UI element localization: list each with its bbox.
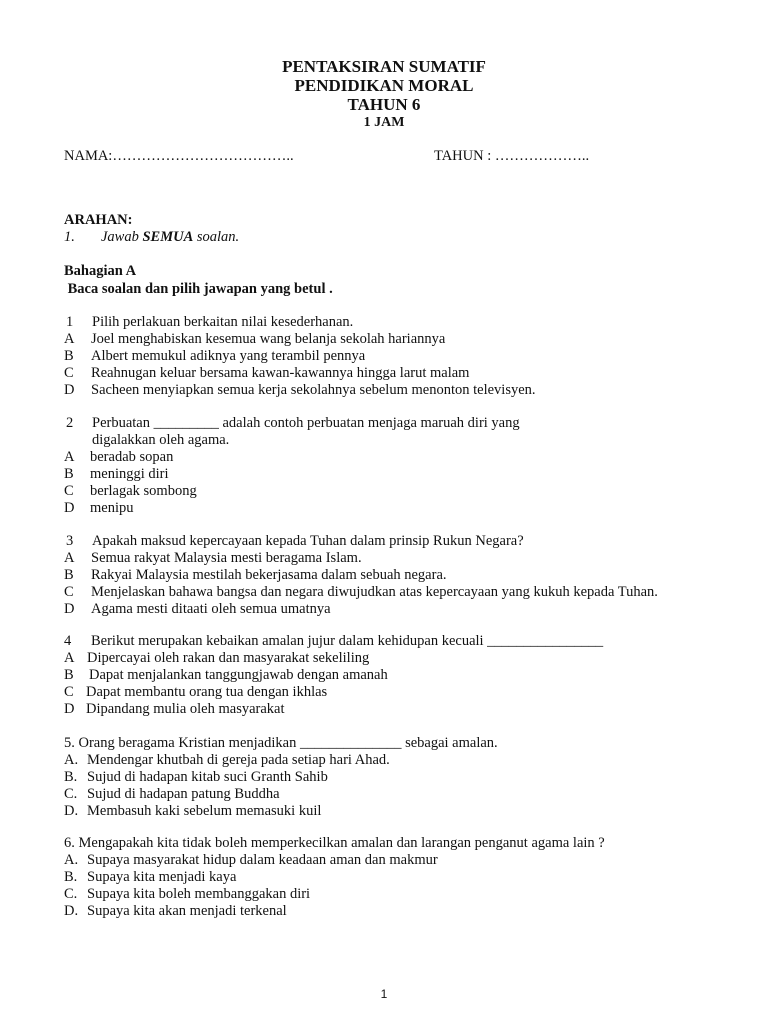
- page-number: 1: [380, 987, 388, 1001]
- question-text: Perbuatan _________ adalah contoh perbuatan menjaga maruah diri yang: [92, 415, 520, 431]
- question-text: 6. Mengapakah kita tidak boleh memperkecilkan amalan dan larangan penganut agama lain ?: [64, 835, 605, 851]
- option-b[interactable]: Sujud di hadapan kitab suci Granth Sahib: [87, 769, 328, 785]
- option-a[interactable]: Dipercayai oleh rakan dan masyarakat sekeliling: [87, 650, 370, 666]
- question-text-continued: digalakkan oleh agama.: [92, 432, 230, 448]
- option-letter: A: [64, 331, 75, 347]
- instruction-text-end: soalan.: [193, 229, 240, 245]
- instruction-item-number: 1.: [64, 229, 75, 245]
- option-letter: C: [64, 584, 74, 600]
- option-letter: A: [64, 449, 75, 465]
- duration-label: 1 JAM: [363, 115, 405, 130]
- option-c[interactable]: Supaya kita boleh membanggakan diri: [87, 886, 311, 902]
- section-title: Bahagian A: [64, 263, 137, 279]
- option-d[interactable]: Sacheen menyiapkan semua kerja sekolahnya sebelum menonton televisyen.: [91, 382, 536, 398]
- exam-title: PENTAKSIRAN SUMATIF: [282, 57, 486, 76]
- option-letter: D.: [64, 803, 79, 819]
- instruction-text-start: Jawab: [101, 229, 143, 245]
- option-d[interactable]: menipu: [90, 500, 134, 516]
- tahun-field[interactable]: TAHUN : ………………..: [434, 148, 590, 164]
- option-letter: B: [64, 667, 74, 683]
- instructions-title: ARAHAN:: [64, 212, 133, 228]
- year-title: TAHUN 6: [347, 95, 421, 114]
- option-letter: D: [64, 500, 75, 516]
- option-letter: C.: [64, 786, 78, 802]
- option-c[interactable]: Reahnugan keluar bersama kawan-kawannya hingga larut malam: [91, 365, 470, 381]
- option-letter: D: [64, 382, 75, 398]
- option-letter: B.: [64, 869, 78, 885]
- option-a[interactable]: Mendengar khutbah di gereja pada setiap hari Ahad.: [87, 752, 390, 768]
- option-letter: B: [64, 567, 74, 583]
- option-b[interactable]: meninggi diri: [90, 466, 169, 482]
- question-number: 3: [66, 533, 74, 549]
- option-letter: A.: [64, 752, 79, 768]
- option-b[interactable]: Dapat menjalankan tanggungjawab dengan amanah: [89, 667, 388, 683]
- section-subtitle: Baca soalan dan pilih jawapan yang betul .: [64, 281, 333, 297]
- option-c[interactable]: Dapat membantu orang tua dengan ikhlas: [86, 684, 328, 700]
- option-letter: D: [64, 601, 75, 617]
- option-letter: D.: [64, 903, 79, 919]
- option-b[interactable]: Rakyai Malaysia mestilah bekerjasama dalam sebuah negara.: [91, 567, 447, 583]
- option-c[interactable]: Menjelaskan bahawa bangsa dan negara diwujudkan atas kepercayaan yang kukuh kepada Tuhan.: [91, 584, 658, 600]
- question-number: 2: [66, 415, 74, 431]
- option-letter: C: [64, 684, 74, 700]
- option-d[interactable]: Dipandang mulia oleh masyarakat: [86, 701, 285, 717]
- subject-title: PENDIDIKAN MORAL: [294, 76, 474, 95]
- option-letter: A: [64, 650, 75, 666]
- option-a[interactable]: beradab sopan: [90, 449, 174, 465]
- option-b[interactable]: Albert memukul adiknya yang terambil pennya: [91, 348, 366, 364]
- option-c[interactable]: Sujud di hadapan patung Buddha: [87, 786, 280, 802]
- option-b[interactable]: Supaya kita menjadi kaya: [87, 869, 237, 885]
- option-d[interactable]: Agama mesti ditaati oleh semua umatnya: [91, 601, 331, 617]
- option-letter: C: [64, 365, 74, 381]
- option-letter: C.: [64, 886, 78, 902]
- question-number: 4: [64, 633, 72, 649]
- option-d[interactable]: Supaya kita akan menjadi terkenal: [87, 903, 287, 919]
- option-letter: D: [64, 701, 75, 717]
- option-d[interactable]: Membasuh kaki sebelum memasuki kuil: [87, 803, 322, 819]
- question-text: Pilih perlakuan berkaitan nilai kesederhanan.: [92, 314, 354, 330]
- question-text: 5. Orang beragama Kristian menjadikan ______________ sebagai amalan.: [64, 735, 498, 751]
- option-a[interactable]: Semua rakyat Malaysia mesti beragama Islam.: [91, 550, 362, 566]
- option-a[interactable]: Joel menghabiskan kesemua wang belanja sekolah hariannya: [91, 331, 446, 347]
- option-letter: B: [64, 348, 74, 364]
- question-text: Berikut merupakan kebaikan amalan jujur dalam kehidupan kecuali ________________: [91, 633, 604, 649]
- option-letter: A.: [64, 852, 79, 868]
- nama-field[interactable]: NAMA:………………………………..: [64, 148, 294, 164]
- question-text: Apakah maksud kepercayaan kepada Tuhan dalam prinsip Rukun Negara?: [92, 533, 524, 549]
- instruction-emphasis: SEMUA: [142, 229, 194, 245]
- instruction-item: [101, 229, 239, 246]
- option-c[interactable]: berlagak sombong: [90, 483, 197, 499]
- option-letter: C: [64, 483, 74, 499]
- option-a[interactable]: Supaya masyarakat hidup dalam keadaan aman dan makmur: [87, 852, 438, 868]
- option-letter: A: [64, 550, 75, 566]
- option-letter: B.: [64, 769, 78, 785]
- question-number: 1: [66, 314, 74, 330]
- option-letter: B: [64, 466, 74, 482]
